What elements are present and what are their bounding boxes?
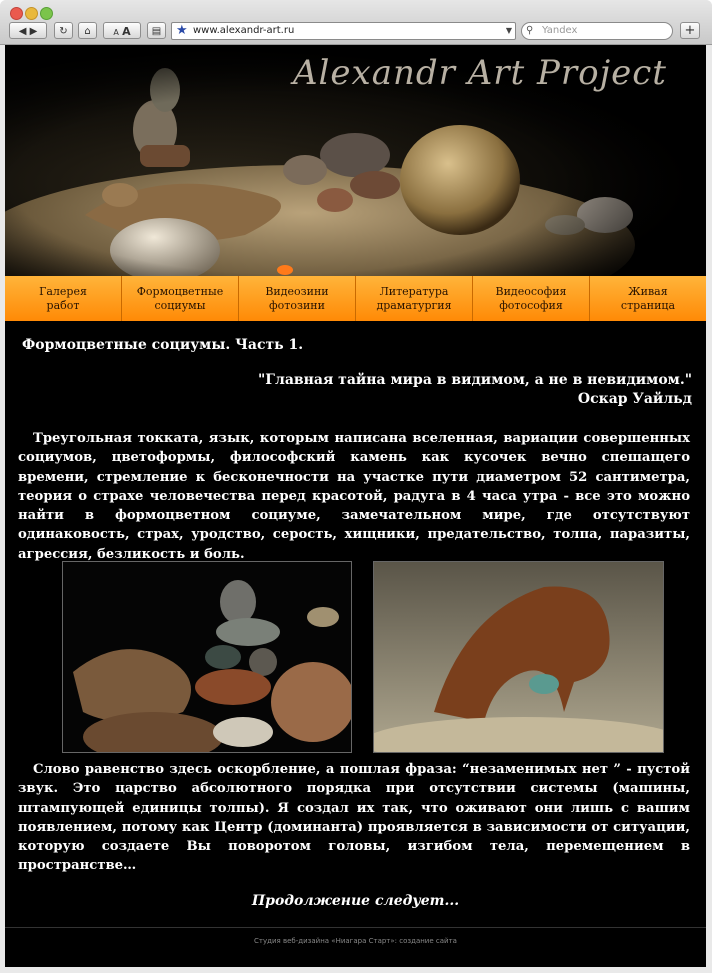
nav-item-form-color-socium[interactable]	[122, 276, 239, 321]
search-icon[interactable]: ⚲	[526, 25, 534, 36]
zoom-window-button[interactable]	[40, 7, 53, 20]
nav-item-line1[interactable]: Галерея	[39, 284, 87, 298]
nav-item-videozine[interactable]	[239, 276, 356, 321]
text-bigger-button[interactable]: A	[122, 25, 131, 38]
home-button[interactable]	[78, 22, 97, 39]
search-placeholder[interactable]: Yandex	[542, 25, 578, 36]
page-title: Формоцветные социумы. Часть 1.	[22, 337, 304, 353]
nav-item-line2[interactable]: фотозини	[269, 298, 325, 312]
minimize-window-button[interactable]	[25, 7, 38, 20]
nav-item-live-page[interactable]	[590, 276, 706, 321]
browser-toolbar	[0, 0, 712, 45]
site-logo-title: Alexandr Art Project	[293, 53, 667, 93]
back-arrow-icon[interactable]: ◀	[18, 26, 27, 37]
stone-tower-image	[63, 562, 352, 753]
photo-stone-tower	[62, 561, 352, 753]
epigraph	[258, 371, 692, 409]
nav-item-line1[interactable]: Формоцветные	[136, 284, 224, 298]
reload-icon: ↻	[59, 26, 68, 37]
address-dropdown-icon[interactable]: ▼	[505, 26, 512, 35]
address-text[interactable]: www.alexandr-art.ru	[193, 25, 295, 36]
nav-item-videosophy[interactable]	[473, 276, 590, 321]
nav-item-line2[interactable]: страница	[620, 298, 676, 312]
web-page	[5, 45, 706, 967]
photo-stone-arch	[373, 561, 664, 753]
print-button[interactable]	[147, 22, 166, 39]
nav-item-line2[interactable]: социумы	[154, 298, 206, 312]
paragraph-order: Слово равенство здесь оскорбление, а пошлая фраза: “незаменимых нет ” - пустой звук. Это царство абсолютного порядка при отсутствии системы (машины, штампующей единицы толпы). Я создал их так, что оживают они лишь с вашим появлением, потому как Центр (доминанта) проявляется в зависимости от ситуации, которую создаете Вы поворотом головы, изгибом тела, перемещением в пространстве…	[18, 762, 690, 874]
reload-button[interactable]	[54, 22, 73, 39]
home-icon: ⌂	[84, 26, 91, 37]
text-smaller-button[interactable]: A	[113, 28, 119, 37]
add-bookmark-button[interactable]: +	[680, 22, 700, 39]
paragraph-intro: Треугольная токката, язык, которым написана вселенная, вариации совершенных социумов, цветоформы, философский камень как кусочек вечно спешащего времени, стремление к бесконечности на участке пути диаметром 52 сантиметра, теория о страхе человечества перед красотой, радуга в 4 часа утра - все это можно найти в формоцветном социуме, замечательном мире, где отсутствуют одинаковость, страх, уродство, серость, хищники, предательство, толпа, паразиты, агрессия, безликость и боль.	[18, 431, 690, 562]
nav-item-literature[interactable]	[356, 276, 473, 321]
quote-text: "Главная тайна мира в видимом, а не в невидимом."	[258, 372, 692, 388]
header-banner	[5, 45, 706, 276]
nav-item-line2[interactable]: фотософия	[499, 298, 563, 312]
close-window-button[interactable]	[10, 7, 23, 20]
footer-credit[interactable]: Студия веб-дизайна «Ниагара Старт»: создание сайта	[254, 937, 457, 945]
nav-item-gallery[interactable]	[5, 276, 122, 321]
stone-arch-image	[374, 562, 664, 753]
nav-item-line1[interactable]: Литература	[379, 284, 449, 298]
quote-author: Оскар Уайльд	[577, 391, 692, 407]
search-field[interactable]	[521, 22, 673, 40]
nav-item-line2[interactable]: драматургия	[376, 298, 452, 312]
nav-item-line1[interactable]: Видеософия	[495, 284, 567, 298]
back-forward-button[interactable]	[9, 22, 47, 39]
nav-item-line2[interactable]: работ	[46, 298, 80, 312]
bookmark-star-icon[interactable]: ★	[176, 23, 188, 38]
footer-divider	[5, 927, 706, 928]
nav-item-line1[interactable]: Живая	[628, 284, 668, 298]
text-size-buttons[interactable]	[103, 22, 141, 39]
main-navigation	[5, 276, 706, 321]
printer-icon: ▤	[151, 26, 162, 37]
nav-item-line1[interactable]: Видеозини	[265, 284, 329, 298]
address-bar[interactable]	[171, 22, 516, 40]
continuation-text: Продолжение следует...	[251, 893, 460, 909]
forward-arrow-icon[interactable]: ▶	[29, 26, 38, 37]
